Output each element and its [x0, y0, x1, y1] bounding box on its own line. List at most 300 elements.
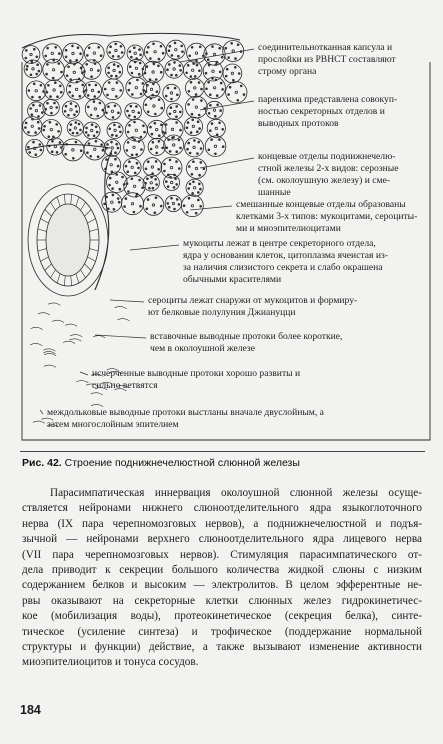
cell-nucleus: [81, 84, 84, 87]
cell-nucleus: [87, 94, 90, 97]
cell-nucleus: [85, 63, 88, 66]
cell-nucleus: [167, 202, 170, 205]
acinus-lumen: [50, 106, 52, 108]
cell-nucleus: [219, 71, 222, 74]
cell-nucleus: [187, 187, 190, 190]
epithelial-cell: [41, 257, 49, 262]
acinus-lumen: [192, 69, 194, 71]
cell-nucleus: [75, 141, 78, 144]
cell-nucleus: [129, 50, 132, 53]
cell-nucleus: [167, 185, 170, 188]
cell-nucleus: [24, 126, 27, 129]
cell-nucleus: [165, 180, 168, 183]
leader-line: [110, 300, 144, 302]
acinus-lumen: [152, 204, 154, 206]
epithelial-cell: [81, 270, 86, 278]
cell-nucleus: [43, 125, 46, 128]
cell-nucleus: [37, 121, 40, 124]
cell-nucleus: [127, 131, 130, 134]
cell-nucleus: [192, 98, 195, 101]
cell-nucleus: [40, 84, 43, 87]
cell-nucleus: [117, 55, 120, 58]
acinus-lumen: [133, 185, 135, 187]
acinus-lumen: [72, 149, 74, 151]
cell-nucleus: [186, 211, 189, 214]
cell-nucleus: [232, 79, 235, 82]
epithelial-cell: [89, 229, 98, 231]
body-line: Парасимпатическая иннервация околоушной слюнной железы осуще-: [50, 487, 422, 499]
connective-fiber: [117, 319, 129, 321]
cell-nucleus: [56, 95, 59, 98]
cell-nucleus: [146, 208, 149, 211]
cell-nucleus: [205, 88, 208, 91]
acinus-lumen: [134, 52, 136, 54]
epithelial-cell: [76, 197, 79, 206]
cell-nucleus: [218, 122, 221, 125]
acinus-lumen: [154, 51, 156, 53]
cell-nucleus: [128, 89, 131, 92]
cell-nucleus: [227, 93, 230, 96]
cell-nucleus: [133, 138, 136, 141]
cell-nucleus: [225, 47, 228, 50]
cell-nucleus: [99, 102, 102, 105]
cell-nucleus: [154, 211, 157, 214]
cell-nucleus: [146, 84, 149, 87]
cell-nucleus: [55, 106, 58, 109]
cell-nucleus: [55, 123, 58, 126]
cell-nucleus: [25, 68, 28, 71]
cell-nucleus: [85, 89, 88, 92]
cell-nucleus: [97, 69, 100, 72]
cell-nucleus: [37, 115, 40, 118]
cell-nucleus: [191, 192, 194, 195]
cell-nucleus: [198, 69, 201, 72]
acinus-lumen: [195, 52, 197, 54]
cell-nucleus: [59, 141, 62, 144]
cell-nucleus: [177, 55, 180, 58]
figure-caption: [22, 457, 300, 469]
cell-nucleus: [210, 138, 213, 141]
cell-nucleus: [128, 160, 131, 163]
cell-nucleus: [214, 115, 217, 118]
cell-nucleus: [175, 74, 178, 77]
cell-nucleus: [146, 51, 149, 54]
cell-nucleus: [134, 116, 137, 119]
acinus-lumen: [116, 181, 118, 183]
cell-nucleus: [28, 151, 31, 154]
body-line: нерва (IX пара черепномозговых нервов), а поднижнечелюстной и подъя-: [22, 517, 422, 530]
cell-nucleus: [175, 183, 178, 186]
cell-nucleus: [76, 110, 79, 113]
acinus-lumen: [133, 146, 135, 148]
cell-nucleus: [35, 153, 38, 156]
cell-nucleus: [199, 205, 202, 208]
figure-label-line: стной железы 2-х видов: серозные: [258, 163, 399, 174]
connective-fiber: [63, 341, 75, 343]
body-line: содержанием белков и высоким — электролитов. В целом эфферентные не-: [22, 579, 422, 592]
cell-nucleus: [173, 186, 176, 189]
epithelial-cell: [57, 274, 60, 283]
cell-nucleus: [211, 45, 214, 48]
cell-nucleus: [152, 43, 155, 46]
cell-nucleus: [158, 98, 161, 101]
cell-nucleus: [31, 96, 34, 99]
cell-nucleus: [45, 73, 48, 76]
cell-nucleus: [65, 49, 68, 52]
cell-nucleus: [150, 97, 153, 100]
cell-nucleus: [209, 94, 212, 97]
figure-label: [148, 295, 357, 319]
connective-fiber: [115, 306, 127, 308]
cell-nucleus: [179, 129, 182, 132]
cell-nucleus: [144, 182, 147, 185]
acinus-lumen: [213, 87, 215, 89]
cell-nucleus: [227, 56, 230, 59]
cell-nucleus: [36, 63, 39, 66]
cell-nucleus: [107, 72, 110, 75]
cell-nucleus: [147, 46, 150, 49]
cell-nucleus: [106, 94, 109, 97]
cell-nucleus: [78, 123, 81, 126]
epithelial-cell: [41, 219, 49, 224]
acinus-lumen: [73, 71, 75, 73]
cell-nucleus: [46, 47, 49, 50]
figure-label: [92, 368, 300, 392]
cell-nucleus: [126, 182, 129, 185]
cell-nucleus: [169, 150, 172, 153]
cell-nucleus: [138, 48, 141, 51]
cell-nucleus: [115, 143, 118, 146]
cell-nucleus: [79, 52, 82, 55]
cell-nucleus: [100, 54, 103, 57]
cell-nucleus: [33, 48, 36, 51]
cell-nucleus: [50, 112, 53, 115]
cell-nucleus: [179, 64, 182, 67]
cell-nucleus: [140, 93, 143, 96]
cell-nucleus: [111, 134, 114, 137]
cell-nucleus: [145, 90, 148, 93]
cell-nucleus: [41, 111, 44, 114]
figure-label-line: концевые отделы поднижнечелю-: [258, 151, 396, 162]
cell-nucleus: [133, 211, 136, 214]
epithelial-cell: [64, 194, 65, 204]
epithelial-cell: [89, 249, 98, 251]
cell-nucleus: [27, 131, 30, 134]
cell-nucleus: [95, 84, 98, 87]
cell-nucleus: [31, 61, 34, 64]
acinus-lumen: [75, 88, 77, 90]
acinus-lumen: [114, 129, 116, 131]
cell-nucleus: [196, 64, 199, 67]
body-line: кое (мобилизация воды), протеокинетическое (секреция белка), синте-: [22, 610, 422, 623]
cell-nucleus: [129, 82, 132, 85]
cell-nucleus: [93, 135, 96, 138]
cell-nucleus: [155, 160, 158, 163]
acinus-lumen: [213, 53, 215, 55]
cell-nucleus: [178, 167, 181, 170]
cell-nucleus: [175, 105, 178, 108]
cell-nucleus: [192, 62, 195, 65]
acinus-lumen: [131, 166, 133, 168]
acinus-lumen: [35, 109, 37, 111]
figure-label-line: прослойки из РВНСТ составляют: [258, 54, 396, 65]
cell-nucleus: [196, 130, 199, 133]
cell-nucleus: [120, 45, 123, 48]
figure-label-line: исчерченные выводные протоки хорошо развиты и: [92, 368, 301, 379]
cell-nucleus: [191, 119, 194, 122]
septum: [26, 144, 110, 150]
cell-nucleus: [240, 85, 243, 88]
cell-nucleus: [179, 111, 182, 114]
epithelial-cell: [50, 270, 55, 278]
cell-nucleus: [221, 56, 224, 59]
cell-nucleus: [115, 95, 118, 98]
cell-nucleus: [200, 147, 203, 150]
cell-nucleus: [142, 82, 145, 85]
cell-nucleus: [47, 84, 50, 87]
figure-label: [236, 199, 417, 235]
cell-nucleus: [112, 116, 115, 119]
acinus-lumen: [54, 145, 56, 147]
cell-nucleus: [38, 127, 41, 130]
acinus-lumen: [156, 128, 158, 130]
cell-nucleus: [51, 140, 54, 143]
cell-nucleus: [208, 149, 211, 152]
body-line: тическое (усиление синтеза) и трофическое (поддержание нормальной: [22, 625, 422, 638]
cell-nucleus: [48, 135, 51, 138]
cell-nucleus: [33, 83, 36, 86]
acinus-lumen: [115, 49, 117, 51]
cell-nucleus: [176, 198, 179, 201]
cell-nucleus: [178, 139, 181, 142]
cell-nucleus: [168, 63, 171, 66]
cell-nucleus: [54, 81, 57, 84]
acinus-lumen: [111, 201, 113, 203]
cell-nucleus: [237, 44, 240, 47]
cell-nucleus: [70, 102, 73, 105]
cell-nucleus: [109, 45, 112, 48]
cell-nucleus: [38, 96, 41, 99]
cell-nucleus: [215, 79, 218, 82]
cell-nucleus: [25, 122, 28, 125]
cell-nucleus: [46, 102, 49, 105]
cell-nucleus: [144, 72, 147, 75]
cell-nucleus: [209, 129, 212, 132]
leader-line: [130, 245, 179, 250]
figure-label: [258, 42, 396, 78]
cell-nucleus: [176, 94, 179, 97]
cell-nucleus: [163, 163, 166, 166]
cell-nucleus: [180, 45, 183, 48]
cell-nucleus: [200, 99, 203, 102]
cell-nucleus: [158, 134, 161, 137]
cell-nucleus: [121, 176, 124, 179]
cell-nucleus: [88, 47, 91, 50]
cell-nucleus: [166, 68, 169, 71]
cell-nucleus: [150, 176, 153, 179]
cell-nucleus: [39, 104, 42, 107]
duct-lumen: [46, 204, 90, 276]
cell-nucleus: [69, 85, 72, 88]
figure-label-line: междольковые выводные протоки выстланы вначале двуслойным, а: [47, 407, 324, 418]
figure-label: [150, 331, 342, 355]
cell-nucleus: [117, 147, 120, 150]
cell-nucleus: [87, 106, 90, 109]
body-paragraph: [22, 486, 422, 671]
acinus-lumen: [135, 87, 137, 89]
cell-nucleus: [221, 88, 224, 91]
cell-nucleus: [31, 118, 34, 121]
cell-nucleus: [160, 205, 163, 208]
cell-nucleus: [188, 55, 191, 58]
cell-nucleus: [129, 65, 132, 68]
acinus-lumen: [131, 203, 133, 205]
cell-nucleus: [112, 194, 115, 197]
cell-nucleus: [134, 61, 137, 64]
cell-nucleus: [219, 109, 222, 112]
acinus-lumen: [235, 91, 237, 93]
cell-nucleus: [76, 132, 79, 135]
cell-nucleus: [65, 56, 68, 59]
connective-fiber: [91, 393, 103, 395]
acinus-lumen: [110, 164, 112, 166]
cell-nucleus: [72, 132, 75, 135]
cell-nucleus: [170, 98, 173, 101]
connective-fiber: [44, 365, 56, 367]
epithelial-cell: [88, 219, 96, 224]
cell-nucleus: [138, 111, 141, 114]
cell-nucleus: [75, 59, 78, 62]
figure-label: [183, 238, 388, 286]
cell-nucleus: [195, 212, 198, 215]
cell-nucleus: [133, 121, 136, 124]
epithelial-cell: [64, 276, 65, 286]
cell-nucleus: [188, 165, 191, 168]
cell-nucleus: [97, 115, 100, 118]
cell-nucleus: [143, 131, 146, 134]
cell-nucleus: [155, 78, 158, 81]
acinus-lumen: [156, 146, 158, 148]
cell-nucleus: [40, 149, 43, 152]
cell-nucleus: [218, 47, 221, 50]
cell-nucleus: [86, 54, 89, 57]
acinus: [226, 82, 247, 103]
cell-nucleus: [187, 142, 190, 145]
cell-nucleus: [117, 112, 120, 115]
cell-nucleus: [85, 127, 88, 130]
cell-nucleus: [25, 57, 28, 60]
acinus: [186, 96, 208, 118]
cell-nucleus: [54, 46, 57, 49]
acinus-lumen: [51, 52, 53, 54]
cell-nucleus: [164, 132, 167, 135]
cell-nucleus: [197, 191, 200, 194]
cell-nucleus: [188, 197, 191, 200]
cell-nucleus: [127, 190, 130, 193]
cell-nucleus: [69, 129, 72, 132]
cell-nucleus: [69, 59, 72, 62]
cell-nucleus: [214, 153, 217, 156]
acinus-lumen: [191, 205, 193, 207]
cell-nucleus: [175, 116, 178, 119]
cell-nucleus: [94, 95, 97, 98]
acinus-lumen: [91, 89, 93, 91]
cell-nucleus: [95, 126, 98, 129]
cell-nucleus: [137, 167, 140, 170]
cell-nucleus: [157, 168, 160, 171]
acinus-lumen: [170, 92, 172, 94]
cell-nucleus: [170, 197, 173, 200]
cell-nucleus: [243, 93, 246, 96]
cell-nucleus: [186, 126, 189, 129]
cell-nucleus: [149, 126, 152, 129]
cell-nucleus: [191, 46, 194, 49]
cell-nucleus: [119, 89, 122, 92]
acinus-lumen: [214, 145, 216, 147]
cell-nucleus: [79, 129, 82, 132]
cell-nucleus: [136, 162, 139, 165]
cell-nucleus: [175, 160, 178, 163]
acinus-lumen: [151, 166, 153, 168]
cell-nucleus: [113, 208, 116, 211]
figure-label-line: сероциты лежат снаружи от мукоцитов и формиру-: [148, 295, 358, 306]
acinus-lumen: [152, 71, 154, 73]
epithelial-cell: [85, 264, 92, 271]
acinus-lumen: [90, 68, 92, 70]
cell-nucleus: [165, 123, 168, 126]
cell-nucleus: [169, 113, 172, 116]
cell-nucleus: [225, 75, 228, 78]
cell-nucleus: [216, 104, 219, 107]
acinus-lumen: [170, 181, 172, 183]
figure-label-line: ядра у основания клеток, цитоплазма ячеистая из-: [183, 250, 388, 261]
epithelial-cell: [45, 264, 52, 271]
cell-nucleus: [113, 63, 116, 66]
cell-nucleus: [155, 152, 158, 155]
cell-nucleus: [147, 111, 150, 114]
leader-line: [80, 372, 88, 375]
cell-nucleus: [43, 129, 46, 132]
acinus-lumen: [135, 129, 137, 131]
cell-nucleus: [126, 149, 129, 152]
cell-nucleus: [216, 94, 219, 97]
figure-label-line: затем многослойным эпителием: [47, 419, 179, 430]
cell-nucleus: [85, 131, 88, 134]
cell-nucleus: [79, 95, 82, 98]
cell-nucleus: [118, 201, 121, 204]
cell-nucleus: [141, 186, 144, 189]
cell-nucleus: [174, 178, 177, 181]
cell-nucleus: [86, 151, 89, 154]
cell-nucleus: [131, 72, 134, 75]
cell-nucleus: [125, 197, 128, 200]
cell-nucleus: [153, 63, 156, 66]
cell-nucleus: [108, 51, 111, 54]
cell-nucleus: [149, 78, 152, 81]
cell-nucleus: [230, 42, 233, 45]
cell-nucleus: [36, 56, 39, 59]
cell-nucleus: [157, 65, 160, 68]
cell-nucleus: [197, 141, 200, 144]
figure-label-line: мукоциты лежат в центре секреторного отдела,: [183, 238, 376, 249]
cell-nucleus: [56, 151, 59, 154]
cell-nucleus: [196, 152, 199, 155]
cell-nucleus: [64, 110, 67, 113]
cell-nucleus: [189, 183, 192, 186]
figure-label-line: ют белковые полулуния Джиануцци: [148, 307, 296, 318]
acinus-lumen: [175, 49, 177, 51]
acinus-lumen: [150, 88, 152, 90]
